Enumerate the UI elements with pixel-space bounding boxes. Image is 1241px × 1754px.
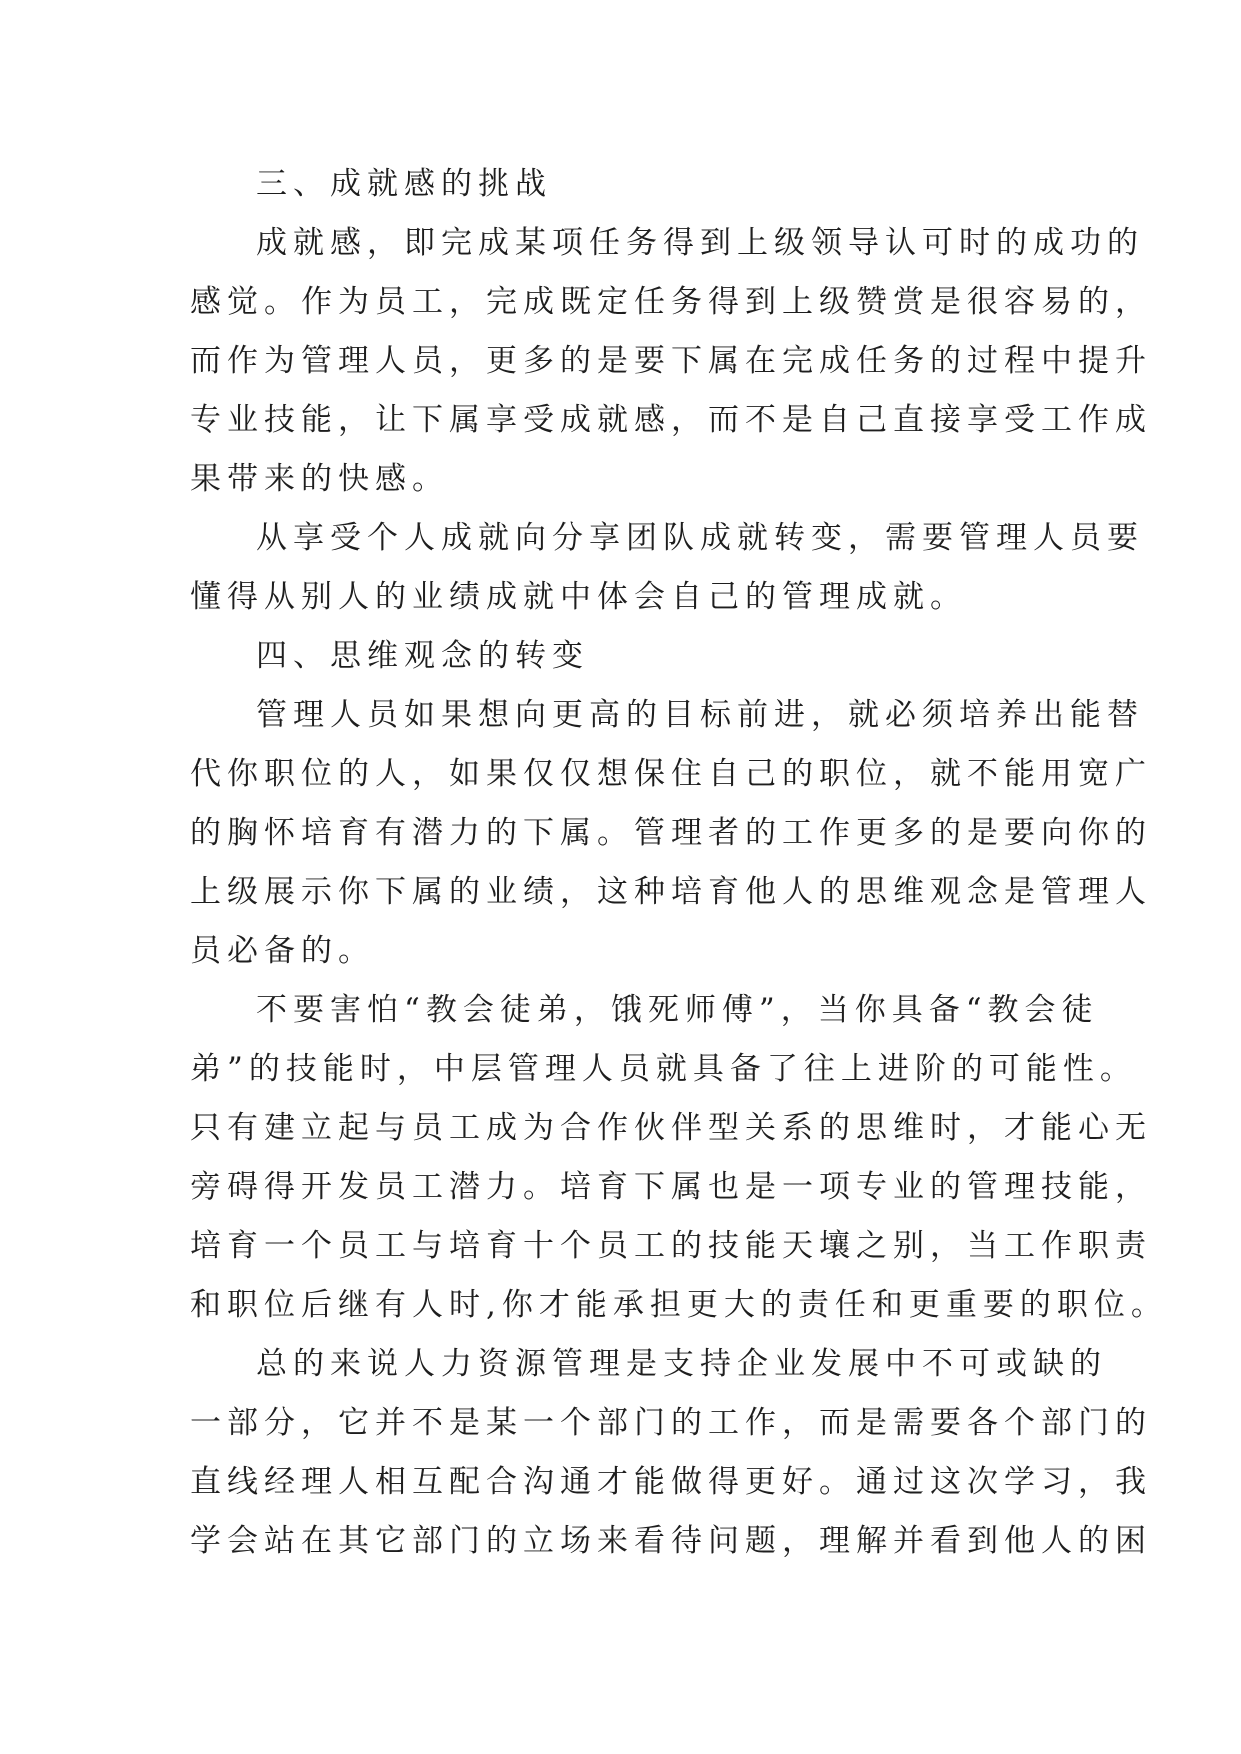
text-line: 从享受个人成就向分享团队成就转变，需要管理人员要 [256,520,1144,556]
text-line: 的胸怀培育有潜力的下属。管理者的工作更多的是要向你的 [190,815,1152,851]
text-line: 上级展示你下属的业绩，这种培育他人的思维观念是管理人 [190,874,1152,910]
text-line: 三、成就感的挑战 [256,166,552,202]
text-line: 学会站在其它部门的立场来看待问题，理解并看到他人的困 [190,1523,1152,1559]
text-line: 旁碍得开发员工潜力。培育下属也是一项专业的管理技能， [190,1169,1152,1205]
text-line: 懂得从别人的业绩成就中体会自己的管理成就。 [190,579,967,615]
text-line: 员必备的。 [190,933,375,969]
text-line: 四、思维观念的转变 [256,638,589,674]
text-line: 培育一个员工与培育十个员工的技能天壤之别，当工作职责 [190,1228,1152,1264]
text-line: 一部分，它并不是某一个部门的工作，而是需要各个部门的 [190,1405,1152,1441]
text-line: 代你职位的人，如果仅仅想保住自己的职位，就不能用宽广 [190,756,1152,792]
text-line: 管理人员如果想向更高的目标前进，就必须培养出能替 [256,697,1144,733]
text-line: 只有建立起与员工成为合作伙伴型关系的思维时，才能心无 [190,1110,1152,1146]
text-line: 而作为管理人员，更多的是要下属在完成任务的过程中提升 [190,343,1152,379]
text-line: 不要害怕“教会徒弟，饿死师傅”，当你具备“教会徒 [256,992,1099,1028]
text-line: 弟”的技能时，中层管理人员就具备了往上进阶的可能性。 [190,1051,1137,1087]
text-line: 成就感，即完成某项任务得到上级领导认可时的成功的 [256,225,1144,261]
document-body [190,155,1168,1571]
text-line: 感觉。作为员工，完成既定任务得到上级赞赏是很容易的， [190,284,1152,320]
text-line: 直线经理人相互配合沟通才能做得更好。通过这次学习，我 [190,1464,1152,1500]
text-line: 和职位后继有人时,你才能承担更大的责任和更重要的职位。 [190,1287,1168,1323]
text-line: 总的来说人力资源管理是支持企业发展中不可或缺的 [256,1346,1107,1382]
text-line: 专业技能，让下属享受成就感，而不是自己直接享受工作成 [190,402,1152,438]
text-line: 果带来的快感。 [190,461,449,497]
